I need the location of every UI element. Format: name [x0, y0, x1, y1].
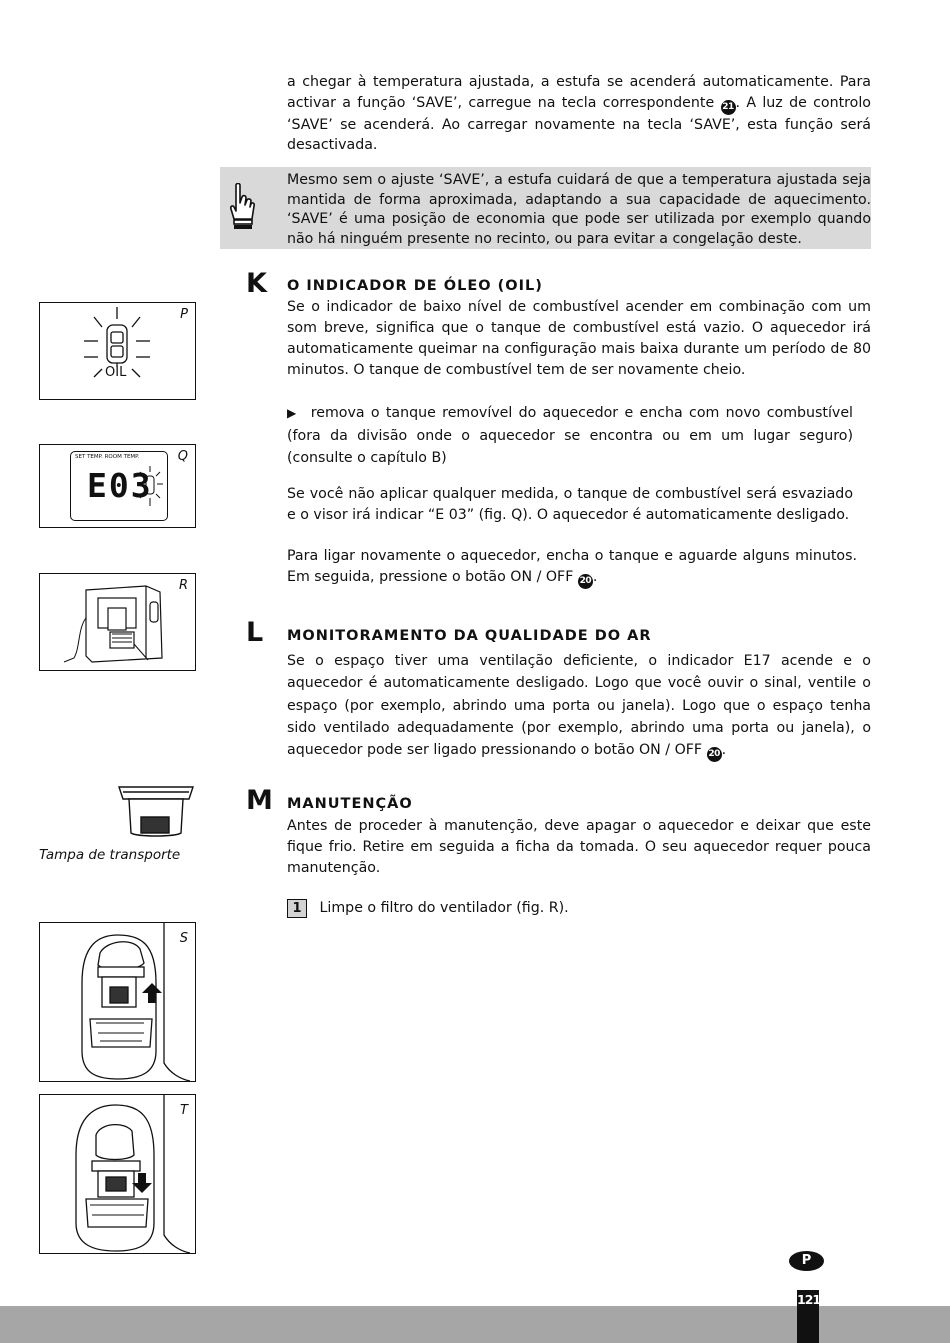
oil-label: OIL [105, 365, 127, 380]
bullet-arrow-icon: ▶ [287, 406, 299, 420]
intro-paragraph: a chegar à temperatura ajustada, a estufa se acenderá automaticamente. Para activar a função ‘SAVE’, carregue na tecla correspondente 21 . A luz de controlo ‘SAVE’ se acenderá. Ao carregar novamente na tecla ‘SAVE’, esta função será desactivada. [287, 74, 871, 153]
figure-label: Q [177, 449, 188, 464]
figure-label: R [178, 578, 188, 593]
section-l-title: MONITORAMENTO DA QUALIDADE DO AR [287, 628, 652, 644]
display-value: E03 [87, 466, 153, 505]
key-number-badge: 21 [721, 100, 736, 115]
section-k-paragraph-1: Se o indicador de baixo nível de combustível acender em combinação com um som breve, significa que o tanque de combustível está vazio. O aquecedor irá automaticamente queimar na configuração mais baixa durante um período de 80 minutos. O tanque de combustível tem de ser novamente cheio. [287, 299, 871, 378]
section-k-paragraph-2: Se você não aplicar qualquer medida, o tanque de combustível será esvaziado e o visor irá indicar “E 03” (fig. Q). O aquecedor é automaticamente desligado. [287, 486, 853, 523]
key-number-badge: 20 [707, 747, 722, 762]
note-text: Mesmo sem o ajuste ‘SAVE’, a estufa cuidará de que a temperatura ajustada seja mantida de forma aproximada, adaptando a sua capacidade de aquecimento. ‘SAVE’ é uma posição de economia que pode ser utilizada por exemplo quando não há ninguém presente no recinto, ou para evitar a congelação deste. [287, 172, 871, 247]
section-k-title: O INDICADOR DE ÓLEO (OIL) [287, 278, 543, 294]
section-l-paragraph: Se o espaço tiver uma ventilação deficiente, o indicador E17 acende e o aquecedor é automaticamente desligado. Logo que você ouvir o sinal, ventile o espaço (por exemplo, abrindo uma porta ou janela). Logo que o espaço tenha sido ventilado adequadamente (por exemplo, abrindo uma porta ou janela), o aquecedor pode ser ligado pressionando o botão ON / OFF 20 . [287, 650, 871, 762]
figure-r [39, 573, 196, 671]
blinking-oil-icon [137, 462, 165, 514]
hand-pointing-up-icon [226, 183, 256, 231]
section-letter-l: L [246, 617, 264, 648]
section-m-title: MANUTENÇÃO [287, 796, 413, 812]
section-k-paragraph-3: Para ligar novamente o aquecedor, encha o tanque e aguarde alguns minutos. Em seguida, pressione o botão ON / OFF 20 . [287, 546, 857, 589]
oil-indicator-icon [80, 307, 160, 393]
figure-t [39, 1094, 196, 1254]
display-header: SET TEMP. ROOM TEMP. [75, 454, 140, 460]
remove-cap-illustration [40, 923, 195, 1081]
figure-label: T [180, 1103, 188, 1118]
maintenance-step-1 [287, 899, 569, 918]
figure-label: P [180, 307, 188, 322]
figure-label: S [179, 931, 188, 946]
step-number-box: 1 [287, 899, 307, 918]
figure-p [39, 302, 196, 400]
page-number: 121 [797, 1290, 819, 1343]
section-letter-k: K [246, 268, 267, 299]
section-k-bullet: ▶ remova o tanque removível do aquecedor e encha com novo combustível (fora da divisão onde o aquecedor se encontra ou em um lugar seguro) (consulte o capítulo B) [287, 405, 853, 466]
section-letter-m: M [246, 785, 273, 816]
note-box [220, 167, 871, 249]
section-m-paragraph: Antes de proceder à manutenção, deve apagar o aquecedor e deixar que este fique frio. Retire em seguida a ficha da tomada. O seu aquecedor requer pouca manutenção. [287, 818, 871, 876]
step-text: Limpe o filtro do ventilador (fig. R). [319, 900, 569, 916]
key-number-badge: 20 [578, 574, 593, 589]
transport-cap-caption: Tampa de transporte [39, 847, 181, 863]
insert-cap-illustration [40, 1095, 195, 1253]
lcd-display [70, 451, 168, 521]
figure-q [39, 444, 196, 528]
language-badge: P [789, 1251, 824, 1271]
heater-filter-illustration [50, 578, 180, 666]
transport-cap-illustration [115, 783, 197, 839]
figure-s [39, 922, 196, 1082]
